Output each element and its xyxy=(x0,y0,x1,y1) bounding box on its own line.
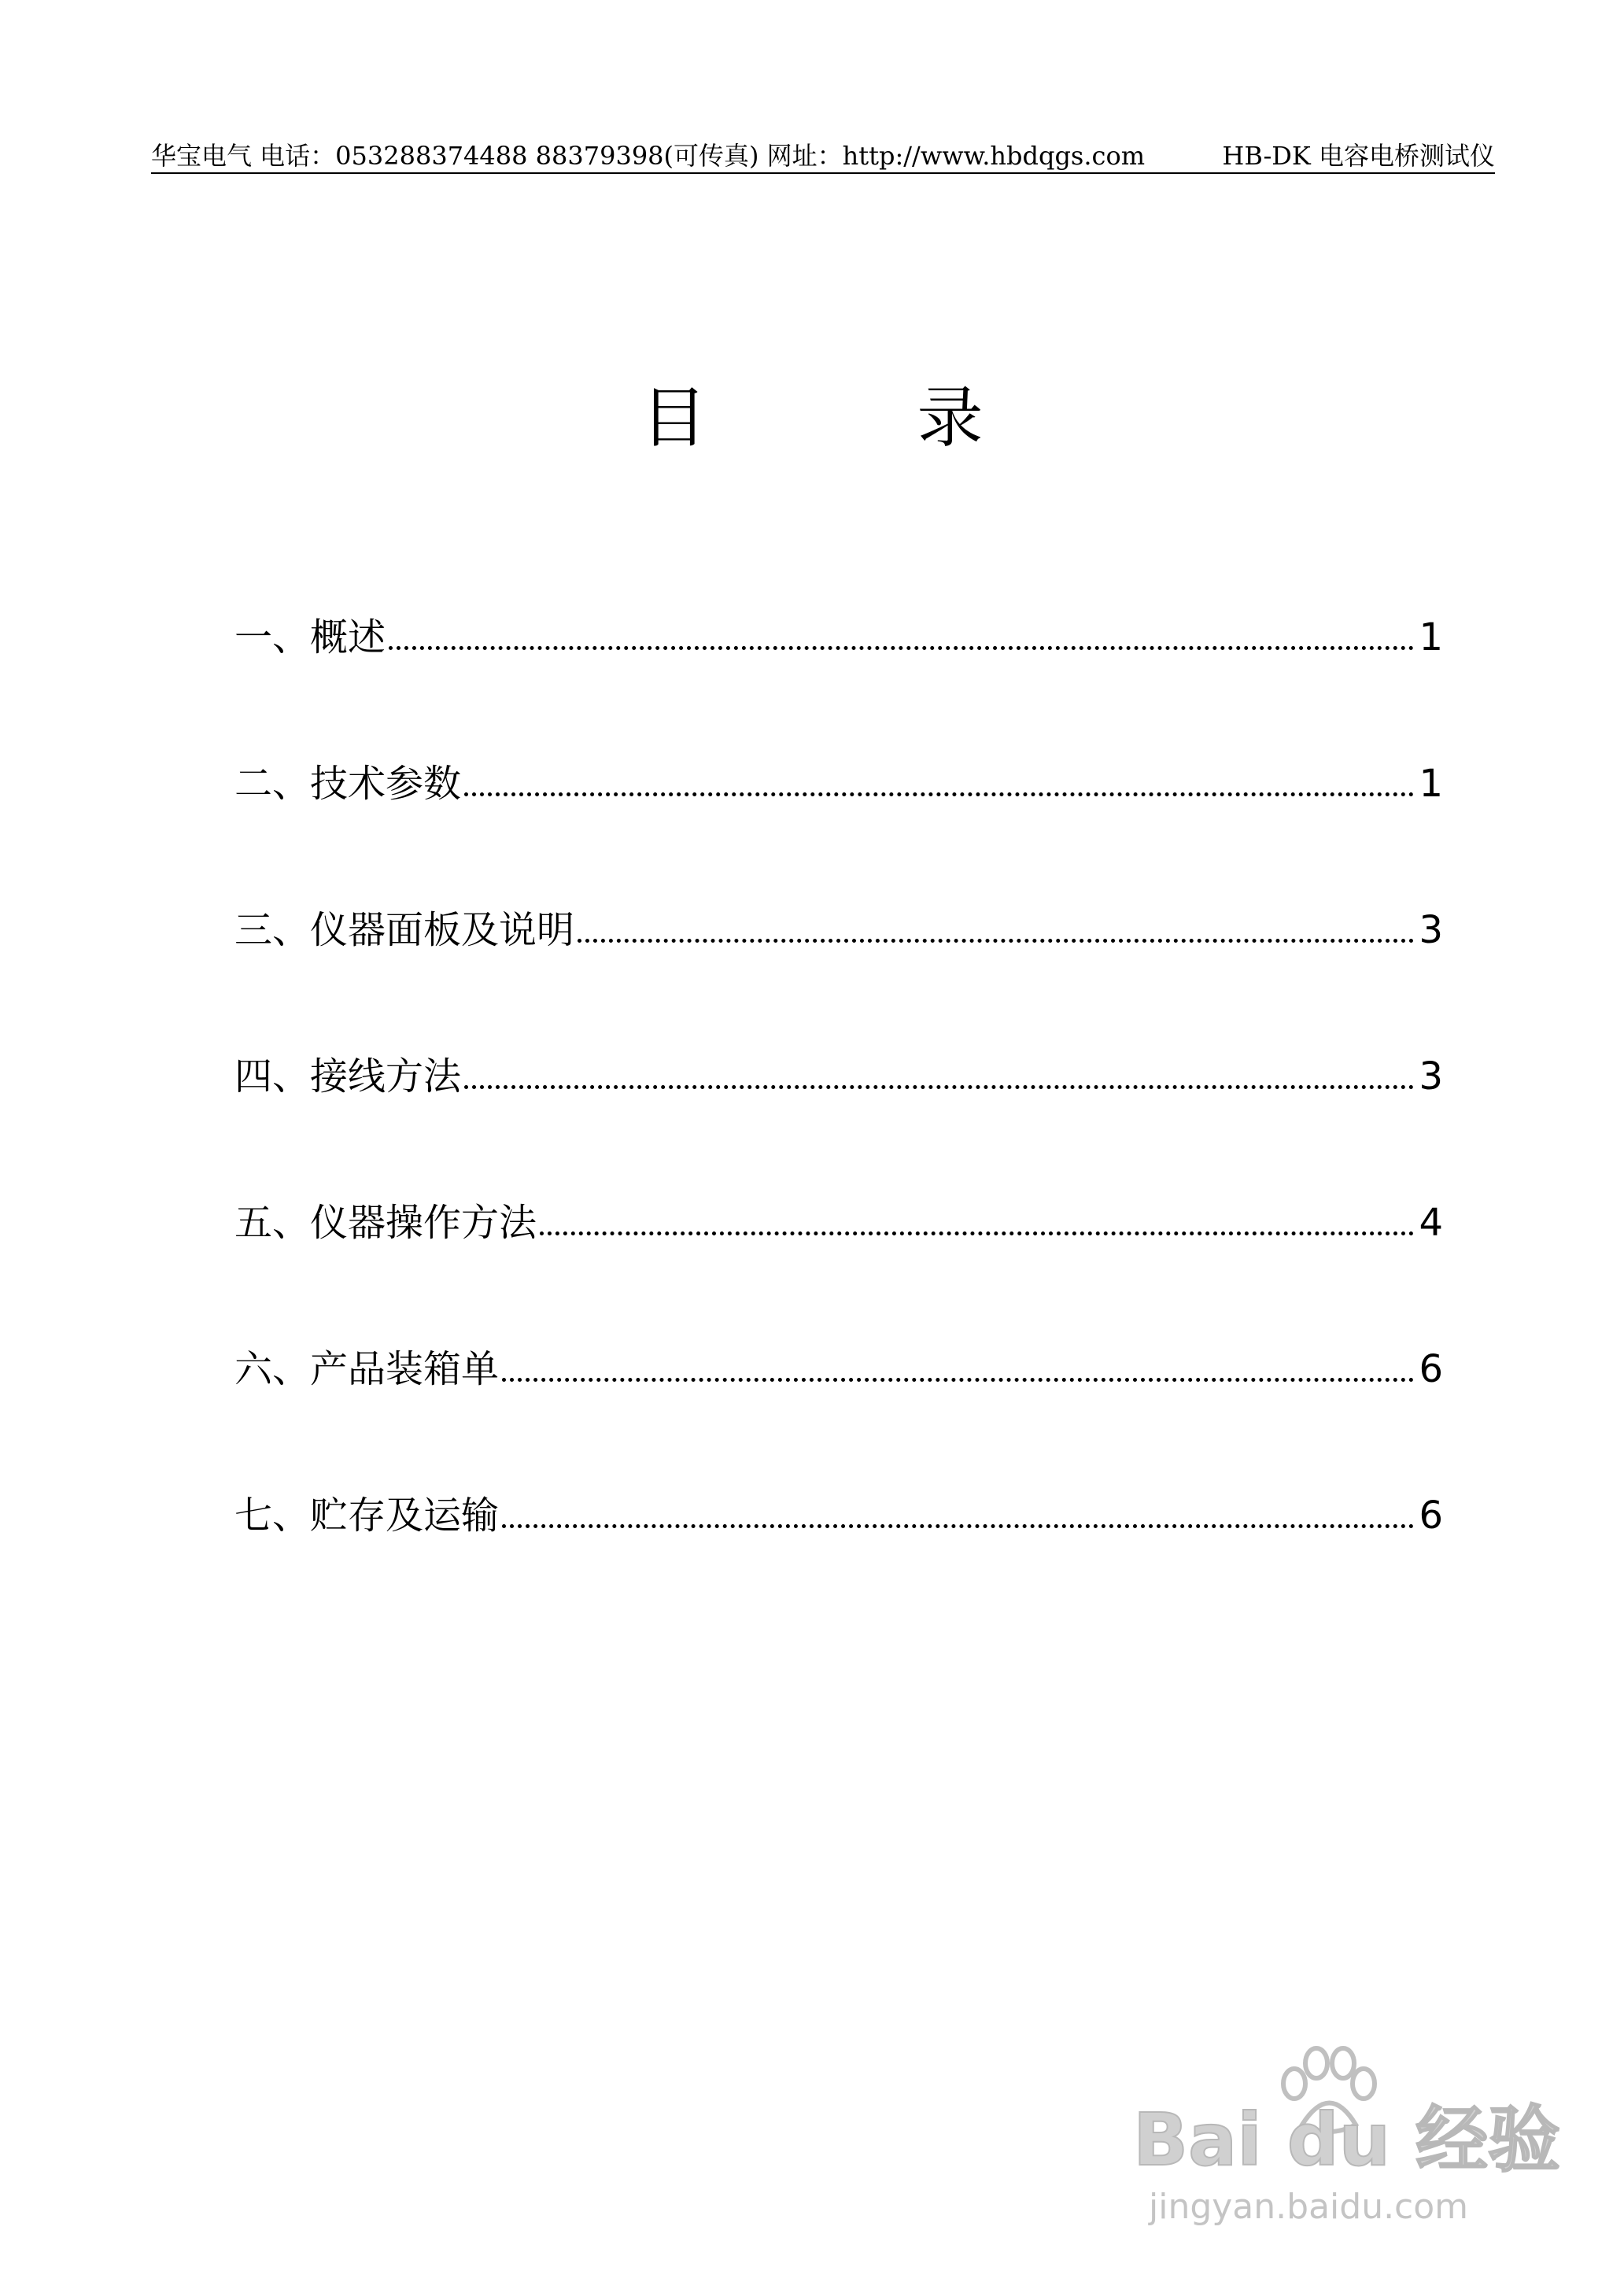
toc-entry-page: 6 xyxy=(1419,1494,1443,1538)
header-company-contact: 华宝电气 电话：053288374488 88379398(可传真) 网址：http://www.hbdqgs.com xyxy=(151,141,1146,171)
toc-entry-label: 三、仪器面板及说明 xyxy=(234,908,575,952)
page-header xyxy=(151,135,1495,172)
toc-entry[interactable] xyxy=(234,899,1443,1045)
toc-entry-page: 4 xyxy=(1419,1201,1443,1245)
toc-entry-label: 六、产品装箱单 xyxy=(234,1347,500,1391)
toc-entry[interactable] xyxy=(234,1338,1443,1484)
toc-dot-leader xyxy=(502,1378,1414,1382)
baidu-jingyan-watermark xyxy=(1133,2046,1574,2243)
header-rule xyxy=(151,172,1495,174)
toc-entry[interactable] xyxy=(234,1484,1443,1630)
toc-dot-leader xyxy=(540,1231,1414,1235)
toc-entry-page: 3 xyxy=(1419,1054,1443,1098)
toc-dot-leader xyxy=(502,1524,1414,1528)
toc-entry-page: 6 xyxy=(1419,1347,1443,1391)
toc-entry-page: 1 xyxy=(1419,762,1443,806)
toc-entry[interactable] xyxy=(234,1045,1443,1191)
toc-entry[interactable] xyxy=(234,1191,1443,1338)
toc-entry-label: 二、技术参数 xyxy=(234,762,462,806)
toc-dot-leader xyxy=(578,939,1414,943)
toc-entry-label: 四、接线方法 xyxy=(234,1054,462,1098)
toc-entry[interactable] xyxy=(234,752,1443,899)
toc-entry[interactable] xyxy=(234,606,1443,752)
watermark-brand: Bai du 经验 xyxy=(1133,2098,1561,2182)
toc-title: 目 录 xyxy=(640,379,984,456)
toc-entry-page: 1 xyxy=(1419,615,1443,659)
toc-dot-leader xyxy=(464,1085,1414,1089)
toc-dot-leader xyxy=(389,646,1414,650)
toc-entry-label: 一、概述 xyxy=(234,615,386,659)
toc-entry-page: 3 xyxy=(1419,908,1443,952)
toc-entry-label: 七、贮存及运输 xyxy=(234,1494,500,1538)
toc-dot-leader xyxy=(464,792,1414,796)
table-of-contents xyxy=(234,606,1443,1630)
toc-entry-label: 五、仪器操作方法 xyxy=(234,1201,537,1245)
watermark-url: jingyan.baidu.com xyxy=(1149,2187,1469,2227)
header-product-name: HB-DK 电容电桥测试仪 xyxy=(1222,141,1495,171)
